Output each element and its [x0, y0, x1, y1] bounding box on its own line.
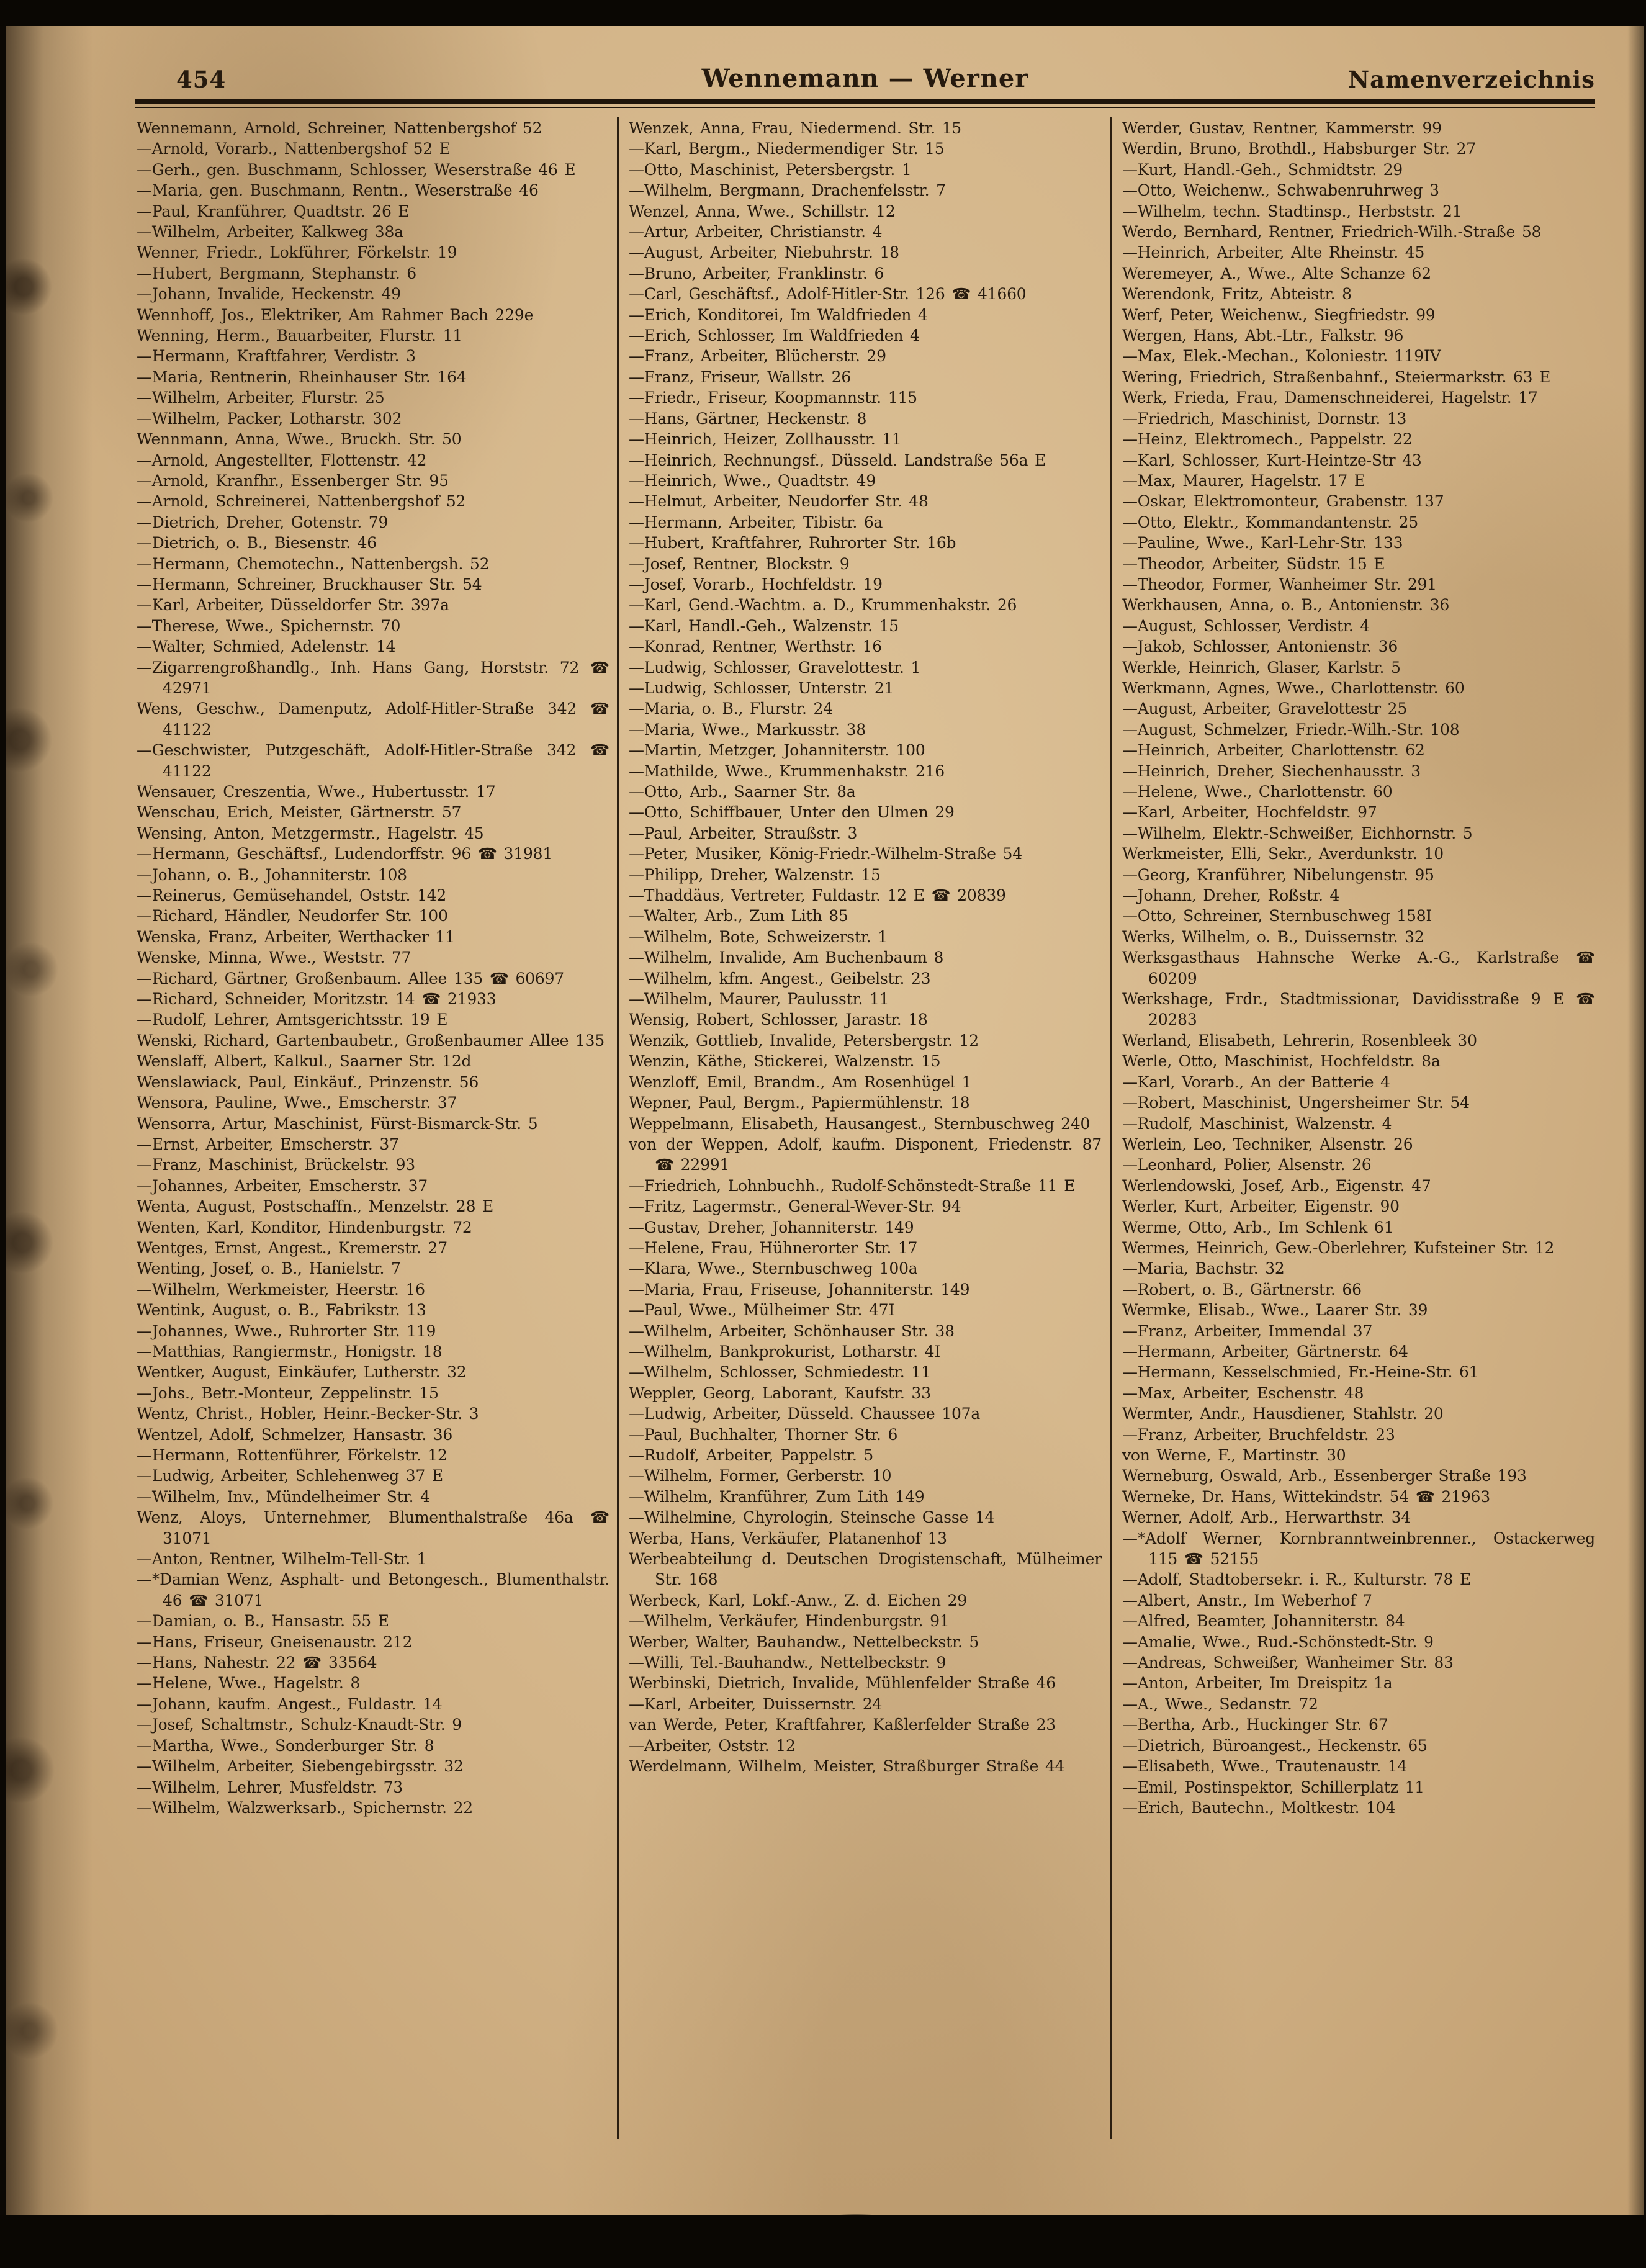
directory-entry: —Heinrich, Heizer, Zollhausstr. 11: [629, 430, 902, 449]
directory-entry: —Erich, Konditorei, Im Waldfrieden 4: [629, 305, 928, 324]
directory-entry: —Franz, Arbeiter, Blücherstr. 29: [629, 347, 886, 366]
directory-entry: —Andreas, Schweißer, Wanheimer Str. 83: [1122, 1654, 1454, 1672]
directory-entry: —Wilhelm, Bankprokurist, Lotharstr. 4I: [629, 1342, 941, 1361]
directory-entry: —Wilhelm, Arbeiter, Schönhauser Str. 38: [629, 1321, 955, 1340]
directory-entry: Wennemann, Arnold, Schreiner, Nattenbergshof 52: [137, 119, 542, 137]
directory-entry: —Therese, Wwe., Spichernstr. 70: [137, 616, 401, 635]
directory-entry: —Richard, Händler, Neudorfer Str. 100: [137, 907, 448, 925]
directory-entry: Werme, Otto, Arb., Im Schlenk 61: [1122, 1218, 1394, 1236]
directory-entry: —Bertha, Arb., Huckinger Str. 67: [1122, 1716, 1388, 1734]
directory-entry: Wensora, Pauline, Wwe., Emscherstr. 37: [137, 1094, 457, 1112]
directory-entry: —Artur, Arbeiter, Christianstr. 4: [629, 223, 883, 241]
directory-entry: —Heinz, Elektromech., Pappelstr. 22: [1122, 430, 1413, 449]
directory-entry: —Bruno, Arbeiter, Franklinstr. 6: [629, 264, 884, 282]
directory-entry: —Paul, Wwe., Mülheimer Str. 47I: [629, 1301, 895, 1320]
directory-entry: —Friedr., Friseur, Koopmannstr. 115: [629, 389, 917, 407]
directory-entry: —Hermann, Kesselschmied, Fr.-Heine-Str. 61: [1122, 1363, 1479, 1382]
directory-entry: Werdin, Bruno, Brothdl., Habsburger Str. 27: [1122, 140, 1476, 158]
directory-entry: Wenslawiack, Paul, Einkäuf., Prinzenstr. 56: [137, 1073, 479, 1091]
directory-entry: —Maria, o. B., Flurstr. 24: [629, 700, 833, 718]
directory-entry: —Wilhelm, Werkmeister, Heerstr. 16: [137, 1280, 425, 1298]
directory-entry: —Wilhelm, Bote, Schweizerstr. 1: [629, 927, 888, 946]
directory-entry: Werneke, Dr. Hans, Wittekindstr. 54 ☎ 21963: [1122, 1487, 1490, 1506]
page-title: Wennemann — Werner: [701, 64, 1029, 93]
directory-entry: —Martha, Wwe., Sonderburger Str. 8: [137, 1736, 434, 1755]
directory-entry: Wensorra, Artur, Maschinist, Fürst-Bismarck-Str. 5: [137, 1114, 538, 1133]
directory-entry: Wentz, Christ., Hobler, Heinr.-Becker-Str. 3: [137, 1405, 479, 1423]
directory-entry: Wenska, Franz, Arbeiter, Werthacker 11: [137, 927, 455, 946]
directory-entry: —*Damian Wenz, Asphalt- und Betongesch., Blumenthalstr. 46 ☎ 31071: [137, 1570, 609, 1609]
scan-border-top: [0, 0, 1646, 26]
directory-entry: Werder, Gustav, Rentner, Kammerstr. 99: [1122, 119, 1442, 137]
directory-entry: Wentges, Ernst, Angest., Kremerstr. 27: [137, 1238, 447, 1257]
directory-entry: Werf, Peter, Weichenw., Siegfriedstr. 99: [1122, 305, 1436, 324]
directory-entry: —Rudolf, Lehrer, Amtsgerichtsstr. 19 E: [137, 1010, 448, 1029]
directory-entry: Werkmeister, Elli, Sekr., Averdunkstr. 10: [1122, 845, 1444, 863]
directory-entry: Wering, Friedrich, Straßenbahnf., Steiermarkstr. 63 E: [1122, 367, 1551, 386]
directory-entry: —Otto, Weichenw., Schwabenruhrweg 3: [1122, 181, 1439, 200]
directory-entry: —Karl, Handl.-Geh., Walzenstr. 15: [629, 616, 899, 635]
directory-entry: —Heinrich, Rechnungsf., Düsseld. Landstraße 56a E: [629, 451, 1046, 469]
directory-entry: Werkhausen, Anna, o. B., Antonienstr. 36: [1122, 596, 1450, 614]
directory-entry: —Ludwig, Arbeiter, Düsseld. Chaussee 107a: [629, 1405, 981, 1423]
directory-entry: —Rudolf, Arbeiter, Pappelstr. 5: [629, 1446, 874, 1464]
directory-entry: —Maria, gen. Buschmann, Rentn., Weserstraße 46: [137, 181, 539, 200]
directory-entry: Werksgasthaus Hahnsche Werke A.-G., Karlstraße ☎ 60209: [1122, 948, 1595, 988]
directory-entry: —Leonhard, Polier, Alsenstr. 26: [1122, 1156, 1372, 1174]
directory-entry: —Dietrich, Büroangest., Heckenstr. 65: [1122, 1736, 1428, 1755]
directory-entry: —Arbeiter, Oststr. 12: [629, 1736, 796, 1755]
directory-entry: —Maria, Rentnerin, Rheinhauser Str. 164: [137, 367, 467, 386]
directory-entry: —Franz, Arbeiter, Bruchfeldstr. 23: [1122, 1425, 1395, 1444]
directory-entry: —Anton, Arbeiter, Im Dreispitz 1a: [1122, 1674, 1393, 1693]
directory-entry: —Adolf, Stadtobersekr. i. R., Kulturstr. 78 E: [1122, 1570, 1472, 1589]
directory-entry: Wensing, Anton, Metzgermstr., Hagelstr. 45: [137, 824, 484, 842]
directory-entry: —Johannes, Arbeiter, Emscherstr. 37: [137, 1176, 428, 1195]
directory-entry: —Robert, Maschinist, Ungersheimer Str. 54: [1122, 1094, 1470, 1112]
directory-entry: —Hermann, Schreiner, Bruckhauser Str. 54: [137, 575, 482, 593]
directory-entry: —Wilhelm, Kranführer, Zum Lith 149: [629, 1487, 925, 1506]
directory-entry: —Hermann, Arbeiter, Gärtnerstr. 64: [1122, 1342, 1408, 1361]
directory-entry: —Walter, Schmied, Adelenstr. 14: [137, 637, 396, 656]
directory-entry: —Hermann, Arbeiter, Tibistr. 6a: [629, 513, 883, 531]
directory-entry: —Wilhelm, Maurer, Paulusstr. 11: [629, 990, 889, 1009]
directory-entry: —Paul, Kranführer, Quadtstr. 26 E: [137, 202, 410, 220]
directory-entry: Werba, Hans, Verkäufer, Platanenhof 13: [629, 1529, 947, 1547]
column-3: [1112, 117, 1595, 2139]
directory-entry: Wennmann, Anna, Wwe., Bruckh. Str. 50: [137, 430, 462, 449]
directory-entry: van Werde, Peter, Kraftfahrer, Kaßlerfelder Straße 23: [629, 1716, 1056, 1734]
directory-entry: Werkle, Heinrich, Glaser, Karlstr. 5: [1122, 658, 1401, 677]
directory-entry: —Helene, Wwe., Charlottenstr. 60: [1122, 783, 1393, 801]
directory-entry: —Arnold, Angestellter, Flottenstr. 42: [137, 451, 427, 469]
directory-entry: Werdo, Bernhard, Rentner, Friedrich-Wilh.-Straße 58: [1122, 223, 1542, 241]
directory-entry: —August, Schlosser, Verdistr. 4: [1122, 616, 1370, 635]
paper: [6, 26, 1644, 2215]
directory-entry: Wensig, Robert, Schlosser, Jarastr. 18: [629, 1010, 928, 1029]
directory-entry: —Richard, Gärtner, Großenbaum. Allee 135 ☎ 60697: [137, 969, 564, 988]
directory-entry: Wenten, Karl, Konditor, Hindenburgstr. 72: [137, 1218, 472, 1236]
directory-entry: —Friedrich, Maschinist, Dornstr. 13: [1122, 409, 1407, 428]
directory-entry: —Georg, Kranführer, Nibelungenstr. 95: [1122, 865, 1434, 884]
directory-entry: —Hermann, Kraftfahrer, Verdistr. 3: [137, 347, 416, 366]
directory-entry: Wentker, August, Einkäufer, Lutherstr. 32: [137, 1363, 467, 1382]
directory-entry: —Arnold, Schreinerei, Nattenbergshof 52: [137, 492, 466, 511]
scan-border-bottom: [0, 2215, 1646, 2268]
directory-entry: —Matthias, Rangiermstr., Honigstr. 18: [137, 1342, 443, 1361]
directory-entry: Wenzloff, Emil, Brandm., Am Rosenhügel 1: [629, 1073, 972, 1091]
directory-entry: Werk, Frieda, Frau, Damenschneiderei, Hagelstr. 17: [1122, 389, 1538, 407]
directory-entry: —Otto, Elektr., Kommandantenstr. 25: [1122, 513, 1419, 531]
directory-entry: —Theodor, Former, Wanheimer Str. 291: [1122, 575, 1437, 593]
directory-entry: Werbinski, Dietrich, Invalide, Mühlenfelder Straße 46: [629, 1674, 1056, 1693]
directory-entry: —Reinerus, Gemüsehandel, Oststr. 142: [137, 886, 447, 905]
directory-entry: —Ludwig, Arbeiter, Schlehenweg 37 E: [137, 1467, 443, 1485]
directory-entry: —Wilhelm, Former, Gerberstr. 10: [629, 1467, 892, 1485]
directory-entry: Werdelmann, Wilhelm, Meister, Straßburger Straße 44: [629, 1757, 1065, 1776]
directory-entry: —Martin, Metzger, Johanniterstr. 100: [629, 741, 925, 760]
page-edge-shadow: [1627, 26, 1644, 2215]
directory-entry: Wenzel, Anna, Wwe., Schillstr. 12: [629, 202, 896, 220]
directory-entry: —Wilhelm, techn. Stadtinsp., Herbststr. 21: [1122, 202, 1462, 220]
directory-entry: —Alfred, Beamter, Johanniterstr. 84: [1122, 1612, 1405, 1631]
directory-entry: —Anton, Rentner, Wilhelm-Tell-Str. 1: [137, 1550, 427, 1568]
directory-entry: —Heinrich, Dreher, Siechenhausstr. 3: [1122, 762, 1421, 780]
directory-entry: —Wilhelm, Walzwerksarb., Spichernstr. 22: [137, 1798, 474, 1817]
directory-entry: —Otto, Schiffbauer, Unter den Ulmen 29: [629, 803, 955, 822]
directory-entry: —Arnold, Kranfhr., Essenberger Str. 95: [137, 471, 449, 490]
directory-entry: —Otto, Arb., Saarner Str. 8a: [629, 783, 856, 801]
directory-columns: [135, 117, 1595, 2139]
directory-entry: —Richard, Schneider, Moritzstr. 14 ☎ 21933: [137, 990, 497, 1009]
directory-entry: Wenske, Minna, Wwe., Weststr. 77: [137, 948, 412, 967]
directory-entry: —Wilhelmine, Chyrologin, Steinsche Gasse 14: [629, 1508, 995, 1527]
page-number: 454: [176, 66, 227, 93]
directory-entry: —Philipp, Dreher, Walzenstr. 15: [629, 865, 881, 884]
directory-entry: —Hermann, Rottenführer, Förkelstr. 12: [137, 1446, 447, 1464]
page-content: [135, 26, 1595, 2215]
directory-entry: Wermter, Andr., Hausdiener, Stahlstr. 20: [1122, 1405, 1444, 1423]
directory-entry: —August, Arbeiter, Gravelottestr 25: [1122, 700, 1408, 718]
directory-entry: Wentink, August, o. B., Fabrikstr. 13: [137, 1301, 426, 1320]
directory-entry: Wergen, Hans, Abt.-Ltr., Falkstr. 96: [1122, 326, 1404, 345]
directory-entry: Wennhoff, Jos., Elektriker, Am Rahmer Bach 229e: [137, 305, 534, 324]
directory-entry: Werlendowski, Josef, Arb., Eigenstr. 47: [1122, 1176, 1431, 1195]
directory-entry: —Max, Arbeiter, Eschenstr. 48: [1122, 1384, 1364, 1402]
directory-entry: —Willi, Tel.-Bauhandw., Nettelbeckstr. 9: [629, 1654, 947, 1672]
directory-entry: —Friedrich, Lohnbuchh., Rudolf-Schönstedt-Straße 11 E: [629, 1176, 1076, 1195]
directory-entry: —Maria, Frau, Friseuse, Johanniterstr. 149: [629, 1280, 970, 1298]
directory-entry: Weremeyer, A., Wwe., Alte Schanze 62: [1122, 264, 1431, 282]
directory-entry: —Hermann, Chemotechn., Nattenbergsh. 52: [137, 554, 490, 573]
directory-entry: —Zigarrengroßhandlg., Inh. Hans Gang, Horststr. 72 ☎ 42971: [137, 658, 609, 697]
directory-entry: —Karl, Gend.-Wachtm. a. D., Krummenhakstr. 26: [629, 596, 1017, 614]
directory-entry: Wensauer, Creszentia, Wwe., Hubertusstr. 17: [137, 783, 496, 801]
directory-entry: Werle, Otto, Maschinist, Hochfeldstr. 8a: [1122, 1052, 1441, 1071]
directory-entry: von der Weppen, Adolf, kaufm. Disponent, Friedenstr. 87 ☎ 22991: [629, 1135, 1102, 1174]
directory-entry: Weppelmann, Elisabeth, Hausangest., Sternbuschweg 240: [629, 1114, 1091, 1133]
column-1: [135, 117, 617, 2139]
directory-entry: —Konrad, Rentner, Werthstr. 16: [629, 637, 883, 656]
directory-entry: Wentzel, Adolf, Schmelzer, Hansastr. 36: [137, 1425, 453, 1444]
directory-entry: —Klara, Wwe., Sternbuschweg 100a: [629, 1259, 918, 1278]
directory-entry: —August, Schmelzer, Friedr.-Wilh.-Str. 108: [1122, 720, 1460, 739]
directory-entry: —Hermann, Geschäftsf., Ludendorffstr. 96 ☎ 31981: [137, 845, 553, 863]
directory-entry: —Wilhelm, Bergmann, Drachenfelsstr. 7: [629, 181, 946, 200]
directory-entry: —Arnold, Vorarb., Nattenbergshof 52 E: [137, 140, 451, 158]
directory-entry: —Maria, Bachstr. 32: [1122, 1259, 1285, 1278]
directory-entry: —Johann, o. B., Johanniterstr. 108: [137, 865, 407, 884]
directory-entry: —Thaddäus, Vertreter, Fuldastr. 12 E ☎ 20839: [629, 886, 1006, 905]
directory-entry: —Carl, Geschäftsf., Adolf-Hitler-Str. 126 ☎ 41660: [629, 285, 1027, 304]
header-rule: [135, 99, 1595, 108]
page-header: [135, 26, 1595, 99]
directory-entry: Werendonk, Fritz, Abteistr. 8: [1122, 285, 1352, 304]
directory-entry: Werbeabteilung d. Deutschen Drogistenschaft, Mülheimer Str. 168: [629, 1550, 1102, 1589]
directory-entry: —Robert, o. B., Gärtnerstr. 66: [1122, 1280, 1362, 1298]
directory-entry: —Wilhelm, Lehrer, Musfeldstr. 73: [137, 1778, 403, 1796]
directory-entry: von Werne, F., Martinstr. 30: [1122, 1446, 1346, 1464]
directory-entry: —Karl, Bergm., Niedermendiger Str. 15: [629, 140, 945, 158]
column-2: [617, 117, 1112, 2139]
directory-entry: —August, Arbeiter, Niebuhrstr. 18: [629, 243, 899, 262]
directory-entry: —Wilhelm, Packer, Lotharstr. 302: [137, 409, 402, 428]
directory-entry: Wens, Geschw., Damenputz, Adolf-Hitler-Straße 342 ☎ 41122: [137, 700, 609, 739]
directory-entry: —Amalie, Wwe., Rud.-Schönstedt-Str. 9: [1122, 1632, 1434, 1651]
directory-entry: —Fritz, Lagermstr., General-Wever-Str. 94: [629, 1197, 961, 1216]
directory-entry: —Josef, Vorarb., Hochfeldstr. 19: [629, 575, 883, 593]
directory-entry: —Wilhelm, Schlosser, Schmiedestr. 11: [629, 1363, 931, 1382]
directory-entry: —Paul, Arbeiter, Straußstr. 3: [629, 824, 858, 842]
directory-entry: —Wilhelm, Arbeiter, Siebengebirgsstr. 32: [137, 1757, 464, 1776]
directory-entry: —Elisabeth, Wwe., Trautenaustr. 14: [1122, 1757, 1408, 1776]
directory-entry: —Gerh., gen. Buschmann, Schlosser, Weserstraße 46 E: [137, 160, 576, 179]
directory-entry: —Hans, Gärtner, Heckenstr. 8: [629, 409, 867, 428]
directory-entry: —Max, Maurer, Hagelstr. 17 E: [1122, 471, 1365, 490]
directory-entry: —Wilhelm, Invalide, Am Buchenbaum 8: [629, 948, 944, 967]
directory-entry: —Hans, Friseur, Gneisenaustr. 212: [137, 1632, 413, 1651]
directory-entry: Wenzin, Käthe, Stickerei, Walzenstr. 15: [629, 1052, 941, 1071]
directory-entry: Werlein, Leo, Techniker, Alsenstr. 26: [1122, 1135, 1413, 1153]
directory-entry: —Hans, Nahestr. 22 ☎ 33564: [137, 1654, 377, 1672]
directory-entry: —Rudolf, Maschinist, Walzenstr. 4: [1122, 1114, 1392, 1133]
directory-entry: —Karl, Vorarb., An der Batterie 4: [1122, 1073, 1390, 1091]
directory-entry: —Ludwig, Schlosser, Gravelottestr. 1: [629, 658, 921, 677]
directory-entry: —Max, Elek.-Mechan., Koloniestr. 119IV: [1122, 347, 1441, 366]
directory-entry: —Damian, o. B., Hansastr. 55 E: [137, 1612, 389, 1631]
directory-entry: Wenzik, Gottlieb, Invalide, Petersbergstr. 12: [629, 1031, 979, 1050]
directory-entry: Wenslaff, Albert, Kalkul., Saarner Str. 12d: [137, 1052, 472, 1071]
directory-entry: —Paul, Buchhalter, Thorner Str. 6: [629, 1425, 898, 1444]
directory-entry: —Dietrich, o. B., Biesenstr. 46: [137, 534, 377, 552]
directory-entry: —Franz, Friseur, Wallstr. 26: [629, 367, 852, 386]
directory-entry: Wenta, August, Postschaffn., Menzelstr. 28 E: [137, 1197, 494, 1216]
directory-entry: Wenzek, Anna, Frau, Niedermend. Str. 15: [629, 119, 962, 137]
directory-entry: —Albert, Anstr., Im Weberhof 7: [1122, 1591, 1372, 1609]
directory-entry: —Ludwig, Schlosser, Unterstr. 21: [629, 678, 894, 697]
directory-entry: —A., Wwe., Sedanstr. 72: [1122, 1694, 1318, 1713]
directory-entry: Wepner, Paul, Bergm., Papiermühlenstr. 18: [629, 1094, 970, 1112]
directory-entry: Werber, Walter, Bauhandw., Nettelbeckstr. 5: [629, 1632, 979, 1651]
directory-entry: Werler, Kurt, Arbeiter, Eigenstr. 90: [1122, 1197, 1400, 1216]
directory-entry: —Peter, Musiker, König-Friedr.-Wilhelm-Straße 54: [629, 845, 1022, 863]
directory-entry: —Hubert, Bergmann, Stephanstr. 6: [137, 264, 416, 282]
directory-entry: —Johann, Invalide, Heckenstr. 49: [137, 285, 401, 304]
directory-entry: —*Adolf Werner, Kornbranntweinbrenner., Ostackerweg 115 ☎ 52155: [1122, 1529, 1595, 1568]
directory-entry: —Karl, Schlosser, Kurt-Heintze-Str 43: [1122, 451, 1422, 469]
directory-entry: —Ernst, Arbeiter, Emscherstr. 37: [137, 1135, 399, 1153]
directory-entry: —Helene, Frau, Hühnerorter Str. 17: [629, 1238, 918, 1257]
directory-entry: —Karl, Arbeiter, Hochfeldstr. 97: [1122, 803, 1377, 822]
directory-entry: —Josef, Rentner, Blockstr. 9: [629, 554, 850, 573]
directory-entry: —Emil, Postinspektor, Schillerplatz 11: [1122, 1778, 1424, 1796]
directory-entry: —Johannes, Wwe., Ruhrorter Str. 119: [137, 1321, 436, 1340]
directory-entry: —Wilhelm, Elektr.-Schweißer, Eichhornstr. 5: [1122, 824, 1473, 842]
directory-entry: —Pauline, Wwe., Karl-Lehr-Str. 133: [1122, 534, 1403, 552]
directory-entry: —Johs., Betr.-Monteur, Zeppelinstr. 15: [137, 1384, 439, 1402]
directory-entry: —Walter, Arb., Zum Lith 85: [629, 907, 848, 925]
directory-entry: Werner, Adolf, Arb., Herwarthstr. 34: [1122, 1508, 1411, 1527]
directory-entry: —Maria, Wwe., Markusstr. 38: [629, 720, 866, 739]
directory-entry: —Erich, Bautechn., Moltkestr. 104: [1122, 1798, 1396, 1817]
directory-entry: Werkmann, Agnes, Wwe., Charlottenstr. 60: [1122, 678, 1465, 697]
directory-entry: —Johann, kaufm. Angest., Fuldastr. 14: [137, 1694, 443, 1713]
directory-entry: —Otto, Schreiner, Sternbuschweg 158I: [1122, 907, 1432, 925]
directory-entry: —Gustav, Dreher, Johanniterstr. 149: [629, 1218, 914, 1236]
directory-entry: Wenner, Friedr., Lokführer, Förkelstr. 19: [137, 243, 457, 262]
directory-entry: —Oskar, Elektromonteur, Grabenstr. 137: [1122, 492, 1444, 511]
book-gutter-shadow: [6, 26, 99, 2215]
directory-entry: —Jakob, Schlosser, Antonienstr. 36: [1122, 637, 1398, 656]
directory-entry: —Wilhelm, Verkäufer, Hindenburgstr. 91: [629, 1612, 950, 1631]
directory-entry: —Theodor, Arbeiter, Südstr. 15 E: [1122, 554, 1385, 573]
directory-entry: —Hubert, Kraftfahrer, Ruhrorter Str. 16b: [629, 534, 956, 552]
directory-entry: —Johann, Dreher, Roßstr. 4: [1122, 886, 1340, 905]
directory-entry: —Otto, Maschinist, Petersbergstr. 1: [629, 160, 912, 179]
directory-entry: —Wilhelm, Arbeiter, Kalkweg 38a: [137, 223, 403, 241]
directory-entry: —Josef, Schaltmstr., Schulz-Knaudt-Str. 9: [137, 1716, 462, 1734]
directory-entry: —Erich, Schlosser, Im Waldfrieden 4: [629, 326, 920, 345]
directory-entry: Wenschau, Erich, Meister, Gärtnerstr. 57: [137, 803, 462, 822]
directory-entry: —Mathilde, Wwe., Krummenhakstr. 216: [629, 762, 945, 780]
directory-entry: Wenz, Aloys, Unternehmer, Blumenthalstraße 46a ☎ 31071: [137, 1508, 609, 1547]
directory-entry: —Wilhelm, Arbeiter, Flurstr. 25: [137, 389, 385, 407]
directory-entry: —Heinrich, Wwe., Quadtstr. 49: [629, 471, 876, 490]
section-label: Namenverzeichnis: [1348, 66, 1595, 93]
directory-entry: —Karl, Arbeiter, Duissernstr. 24: [629, 1694, 883, 1713]
directory-entry: —Dietrich, Dreher, Gotenstr. 79: [137, 513, 389, 531]
directory-entry: Werneburg, Oswald, Arb., Essenberger Straße 193: [1122, 1467, 1527, 1485]
directory-entry: —Geschwister, Putzgeschäft, Adolf-Hitler-Straße 342 ☎ 41122: [137, 741, 609, 780]
directory-entry: Wenning, Herm., Bauarbeiter, Flurstr. 11: [137, 326, 462, 345]
directory-entry: —Heinrich, Arbeiter, Charlottenstr. 62: [1122, 741, 1425, 760]
directory-entry: —Heinrich, Arbeiter, Alte Rheinstr. 45: [1122, 243, 1425, 262]
directory-entry: Werkshage, Frdr., Stadtmissionar, Davidisstraße 9 E ☎ 20283: [1122, 990, 1595, 1029]
directory-entry: —Karl, Arbeiter, Düsseldorfer Str. 397a: [137, 596, 449, 614]
directory-entry: —Wilhelm, Inv., Mündelheimer Str. 4: [137, 1487, 430, 1506]
directory-entry: —Franz, Maschinist, Brückelstr. 93: [137, 1156, 416, 1174]
directory-entry: —Franz, Arbeiter, Immendal 37: [1122, 1321, 1373, 1340]
directory-entry: Wermke, Elisab., Wwe., Laarer Str. 39: [1122, 1301, 1428, 1320]
directory-entry: —Helene, Wwe., Hagelstr. 8: [137, 1674, 361, 1693]
directory-entry: —Wilhelm, kfm. Angest., Geibelstr. 23: [629, 969, 931, 988]
directory-entry: —Kurt, Handl.-Geh., Schmidtstr. 29: [1122, 160, 1403, 179]
directory-entry: Werbeck, Karl, Lokf.-Anw., Z. d. Eichen 29: [629, 1591, 967, 1609]
directory-entry: Werland, Elisabeth, Lehrerin, Rosenbleek 30: [1122, 1031, 1477, 1050]
directory-entry: Werks, Wilhelm, o. B., Duissernstr. 32: [1122, 927, 1424, 946]
directory-entry: —Helmut, Arbeiter, Neudorfer Str. 48: [629, 492, 929, 511]
directory-entry: Weppler, Georg, Laborant, Kaufstr. 33: [629, 1384, 931, 1402]
directory-entry: Wermes, Heinrich, Gew.-Oberlehrer, Kufsteiner Str. 12: [1122, 1238, 1555, 1257]
directory-entry: Wenski, Richard, Gartenbaubetr., Großenbaumer Allee 135: [137, 1031, 605, 1050]
directory-entry: Wenting, Josef, o. B., Hanielstr. 7: [137, 1259, 401, 1278]
